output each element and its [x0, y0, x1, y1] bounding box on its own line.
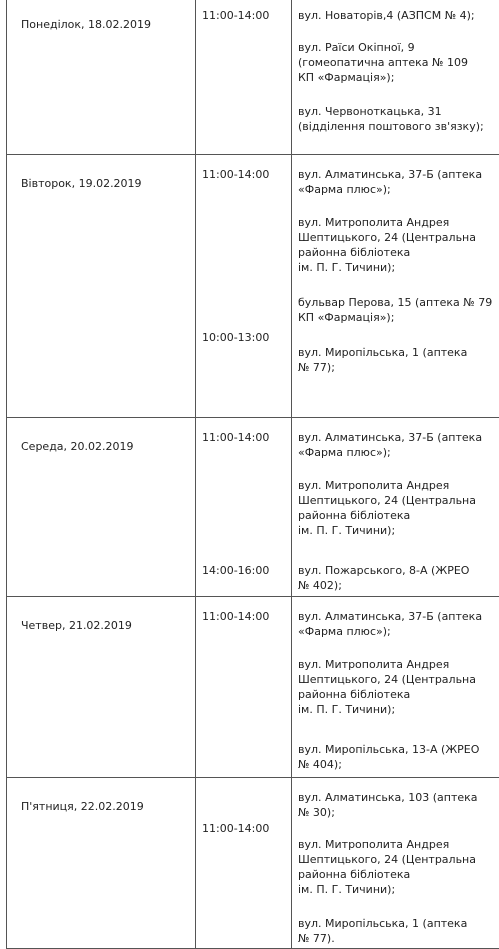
- day-date: Середа, 20.02.2019: [21, 439, 134, 454]
- address-entry: [298, 345, 496, 375]
- address-line: вул. Алматинська, 37-Б (аптека: [298, 167, 496, 182]
- address-line: Шептицького, 24 (Центральна: [298, 230, 496, 245]
- address-line: бульвар Перова, 15 (аптека № 79: [298, 295, 496, 310]
- day-cell: [7, 418, 196, 597]
- time-cell: [196, 0, 292, 155]
- address-entry: [298, 40, 496, 85]
- address-line: Шептицького, 24 (Центральна: [298, 672, 496, 687]
- address-line: вул. Митрополита Андрея: [298, 657, 496, 672]
- address-line: ім. П. Г. Тичини);: [298, 523, 496, 538]
- address-entry: [298, 215, 496, 275]
- address-line: (відділення поштового зв'язку);: [298, 119, 496, 134]
- address-entry: [298, 837, 496, 897]
- schedule-table: [6, 0, 499, 949]
- address-line: вул. Миропільська, 13-А (ЖРЕО: [298, 742, 496, 757]
- time-slot: 11:00-14:00: [202, 430, 269, 445]
- address-entry: [298, 295, 496, 325]
- day-cell: [7, 597, 196, 778]
- address-cell: [292, 597, 499, 778]
- address-entry: [298, 430, 496, 460]
- address-line: Шептицького, 24 (Центральна: [298, 852, 496, 867]
- address-line: вул. Митрополита Андрея: [298, 478, 496, 493]
- time-slot: 11:00-14:00: [202, 609, 269, 624]
- address-line: вул. Алматинська, 37-Б (аптека: [298, 430, 496, 445]
- address-cell: [292, 155, 499, 418]
- address-line: «Фарма плюс»);: [298, 182, 496, 197]
- address-entry: [298, 563, 496, 593]
- address-line: вул. Миропільська, 1 (аптека: [298, 916, 496, 931]
- address-entry: [298, 8, 496, 23]
- day-cell: [7, 155, 196, 418]
- address-line: Шептицького, 24 (Центральна: [298, 493, 496, 508]
- address-entry: [298, 742, 496, 772]
- address-line: районна бібліотека: [298, 867, 496, 882]
- address-line: вул. Раїси Окіпної, 9: [298, 40, 496, 55]
- time-slot: 10:00-13:00: [202, 330, 269, 345]
- address-line: вул. Пожарського, 8-А (ЖРЕО: [298, 563, 496, 578]
- address-line: ім. П. Г. Тичини);: [298, 260, 496, 275]
- day-date: П'ятниця, 22.02.2019: [21, 799, 144, 814]
- schedule-row: [7, 778, 499, 949]
- schedule-row: [7, 597, 499, 778]
- address-entry: [298, 167, 496, 197]
- time-cell: [196, 155, 292, 418]
- address-line: вул. Митрополита Андрея: [298, 837, 496, 852]
- address-line: (гомеопатична аптека № 109: [298, 55, 496, 70]
- day-date: Понеділок, 18.02.2019: [21, 17, 151, 32]
- address-line: № 404);: [298, 757, 496, 772]
- schedule-row: [7, 418, 499, 597]
- time-cell: [196, 418, 292, 597]
- address-entry: [298, 478, 496, 538]
- time-cell: [196, 778, 292, 949]
- address-line: КП «Фармація»);: [298, 70, 496, 85]
- address-entry: [298, 790, 496, 820]
- address-cell: [292, 418, 499, 597]
- address-cell: [292, 778, 499, 949]
- day-date: Четвер, 21.02.2019: [21, 618, 132, 633]
- address-line: «Фарма плюс»);: [298, 624, 496, 639]
- address-line: районна бібліотека: [298, 508, 496, 523]
- address-cell: [292, 0, 499, 155]
- address-line: вул. Алматинська, 37-Б (аптека: [298, 609, 496, 624]
- address-line: ім. П. Г. Тичини);: [298, 882, 496, 897]
- time-cell: [196, 597, 292, 778]
- address-entry: [298, 657, 496, 717]
- schedule-row: [7, 0, 499, 155]
- address-entry: [298, 609, 496, 639]
- address-line: вул. Митрополита Андрея: [298, 215, 496, 230]
- time-slot: 11:00-14:00: [202, 167, 269, 182]
- address-line: районна бібліотека: [298, 687, 496, 702]
- time-slot: 11:00-14:00: [202, 8, 269, 23]
- address-line: № 402);: [298, 578, 496, 593]
- address-line: вул. Миропільська, 1 (аптека: [298, 345, 496, 360]
- address-line: вул. Алматинська, 103 (аптека: [298, 790, 496, 805]
- schedule-table-body: [7, 0, 499, 949]
- address-line: вул. Червоноткацька, 31: [298, 104, 496, 119]
- address-line: № 77);: [298, 360, 496, 375]
- day-cell: [7, 778, 196, 949]
- address-line: вул. Новаторів,4 (АЗПСМ № 4);: [298, 8, 496, 23]
- address-line: ім. П. Г. Тичини);: [298, 702, 496, 717]
- address-line: № 30);: [298, 805, 496, 820]
- time-slot: 11:00-14:00: [202, 821, 269, 836]
- address-line: «Фарма плюс»);: [298, 445, 496, 460]
- address-line: районна бібліотека: [298, 245, 496, 260]
- day-cell: [7, 0, 196, 155]
- address-line: № 77).: [298, 931, 496, 946]
- time-slot: 14:00-16:00: [202, 563, 269, 578]
- address-entry: [298, 104, 496, 134]
- address-line: КП «Фармація»);: [298, 310, 496, 325]
- address-entry: [298, 916, 496, 946]
- schedule-row: [7, 155, 499, 418]
- day-date: Вівторок, 19.02.2019: [21, 176, 142, 191]
